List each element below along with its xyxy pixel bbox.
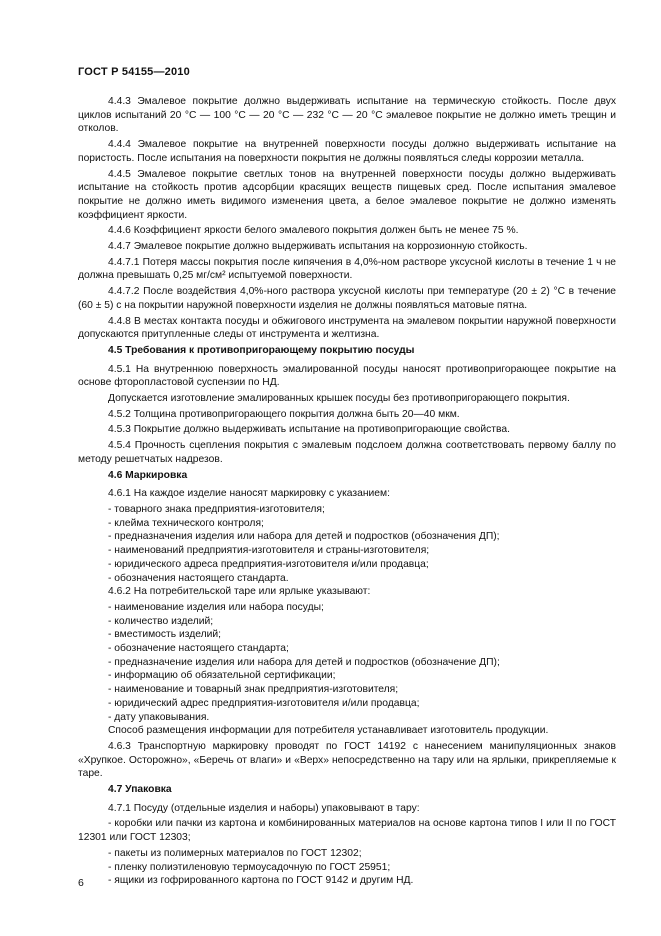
list-item: - товарного знака предприятия-изготовителя; <box>108 503 325 515</box>
paragraph: Способ размещения информации для потребителя устанавливает изготовитель продукции. <box>108 725 549 737</box>
running-header: ГОСТ Р 54155—2010 <box>78 66 190 78</box>
paragraph: 4.4.7 Эмалевое покрытие должно выдерживать испытания на коррозионную стойкость. <box>108 241 528 253</box>
paragraph: 4.4.6 Коэффициент яркости белого эмалевого покрытия должен быть не менее 75 %. <box>108 225 519 237</box>
list-item: - юридического адреса предприятия-изготовителя и/или продавца; <box>108 558 429 570</box>
list-item: - наименование изделия или набора посуды; <box>108 601 324 613</box>
list-item: - количество изделий; <box>108 615 214 627</box>
list-item: - клейма технического контроля; <box>108 517 264 529</box>
section-heading: 4.7 Упаковка <box>108 784 172 796</box>
paragraph: 4.4.4 Эмалевое покрытие на внутренней поверхности посуды должно выдерживать испытание на пористость. После испытания на поверхности покрытия не должны появляться следы коррозии металла. <box>78 139 616 164</box>
paragraph: 4.6.2 На потребительской таре или ярлыке указывают: <box>108 586 371 598</box>
paragraph: 4.6.3 Транспортную маркировку проводят по ГОСТ 14192 с нанесением манипуляционных знаков «Хрупкое. Осторожно», «Беречь от влаги» и «Верх» непосредственно на тару или на ярлыки, прикрепляемые к таре. <box>78 740 616 780</box>
list-item: - юридический адрес предприятия-изготовителя и/или продавца; <box>108 697 420 709</box>
paragraph: 4.4.8 В местах контакта посуды и обжигового инструмента на эмалевом покрытии наружной поверхности допускаются притупленные следы от инструмента и желтизна. <box>78 315 616 341</box>
paragraph: 4.4.7.2 После воздействия 4,0%-ного раствора уксусной кислоты при температуре (20 ± 2) °С в течение (60 ± 5) с на покрытии наружной поверхности изделия не должны появляться матовые пятна. <box>78 286 616 311</box>
list-item: - пленку полиэтиленовую термоусадочную по ГОСТ 25951; <box>108 861 391 873</box>
section-heading: 4.5 Требования к противопригорающему покрытию посуды <box>108 344 415 356</box>
list-item: - вместимость изделий; <box>108 629 221 641</box>
list-item: - предназначения изделия или набора для детей и подростков (обозначения ДП); <box>108 531 500 543</box>
paragraph: 4.7.1 Посуду (отдельные изделия и наборы) упаковывают в тару: <box>108 802 420 814</box>
paragraph: 4.6.1 На каждое изделие наносят маркировку с указанием: <box>108 488 390 500</box>
list-item: - наименований предприятия-изготовителя и страны-изготовителя; <box>108 545 430 557</box>
section-heading: 4.6 Маркировка <box>108 469 188 481</box>
list-item: - предназначение изделия или набора для детей и подростков (обозначение ДП); <box>108 656 500 668</box>
paragraph: 4.4.3 Эмалевое покрытие должно выдерживать испытание на термическую стойкость. После двух циклов испытаний 20 °С — 100 °С — 20 °С — 232 °С — 20 °С эмалевое покрытие не должно иметь трещин и отколов. <box>78 96 616 135</box>
list-item: - наименование и товарный знак предприятия-изготовителя; <box>108 684 399 696</box>
paragraph: - коробки или пачки из картона и комбинированных материалов на основе картона типов I или II по ГОСТ 12301 или ГОСТ 12303; <box>78 818 616 844</box>
document-body <box>78 95 616 888</box>
paragraph: 4.5.2 Толщина противопригорающего покрытия должна быть 20—40 мкм. <box>108 408 460 420</box>
page-number: 6 <box>78 877 84 889</box>
list-item: - информацию об обязательной сертификации; <box>108 670 336 682</box>
list-item: - дату упаковывания. <box>108 711 210 723</box>
paragraph: Допускается изготовление эмалированных крышек посуды без противопригорающего покрытия. <box>108 393 570 405</box>
paragraph: 4.5.3 Покрытие должно выдерживать испытание на противопригорающие свойства. <box>108 424 510 436</box>
list-item: - ящики из гофрированного картона по ГОСТ 9142 и другим НД. <box>108 875 414 887</box>
paragraph: 4.4.5 Эмалевое покрытие светлых тонов на внутренней поверхности посуды должно выдерживать испытание на стойкость против адсорбции красящих веществ пищевых сред. После испытания эмалевое покрытие не должно иметь видимого изменения цвета, а белое эмалевое покрытие не должно изменять коэффициент яркости. <box>78 168 616 221</box>
list-item: - обозначения настоящего стандарта. <box>108 572 289 584</box>
list-item: - обозначение настоящего стандарта; <box>108 643 289 655</box>
paragraph: 4.5.1 На внутреннюю поверхность эмалированной посуды наносят противопригорающее покрытие на основе фторопластовой суспензии по НД. <box>78 363 616 389</box>
list-item: - пакеты из полимерных материалов по ГОСТ 12302; <box>108 847 362 859</box>
paragraph: 4.4.7.1 Потеря массы покрытия после кипячения в 4,0%-ном растворе уксусной кислоты в течение 1 ч не должна превышать 0,25 мг/см² испытуемой поверхности. <box>78 256 616 282</box>
paragraph: 4.5.4 Прочность сцепления покрытия с эмалевым подслоем должна соответствовать первому баллу по методу решетчатых надрезов. <box>78 440 616 465</box>
